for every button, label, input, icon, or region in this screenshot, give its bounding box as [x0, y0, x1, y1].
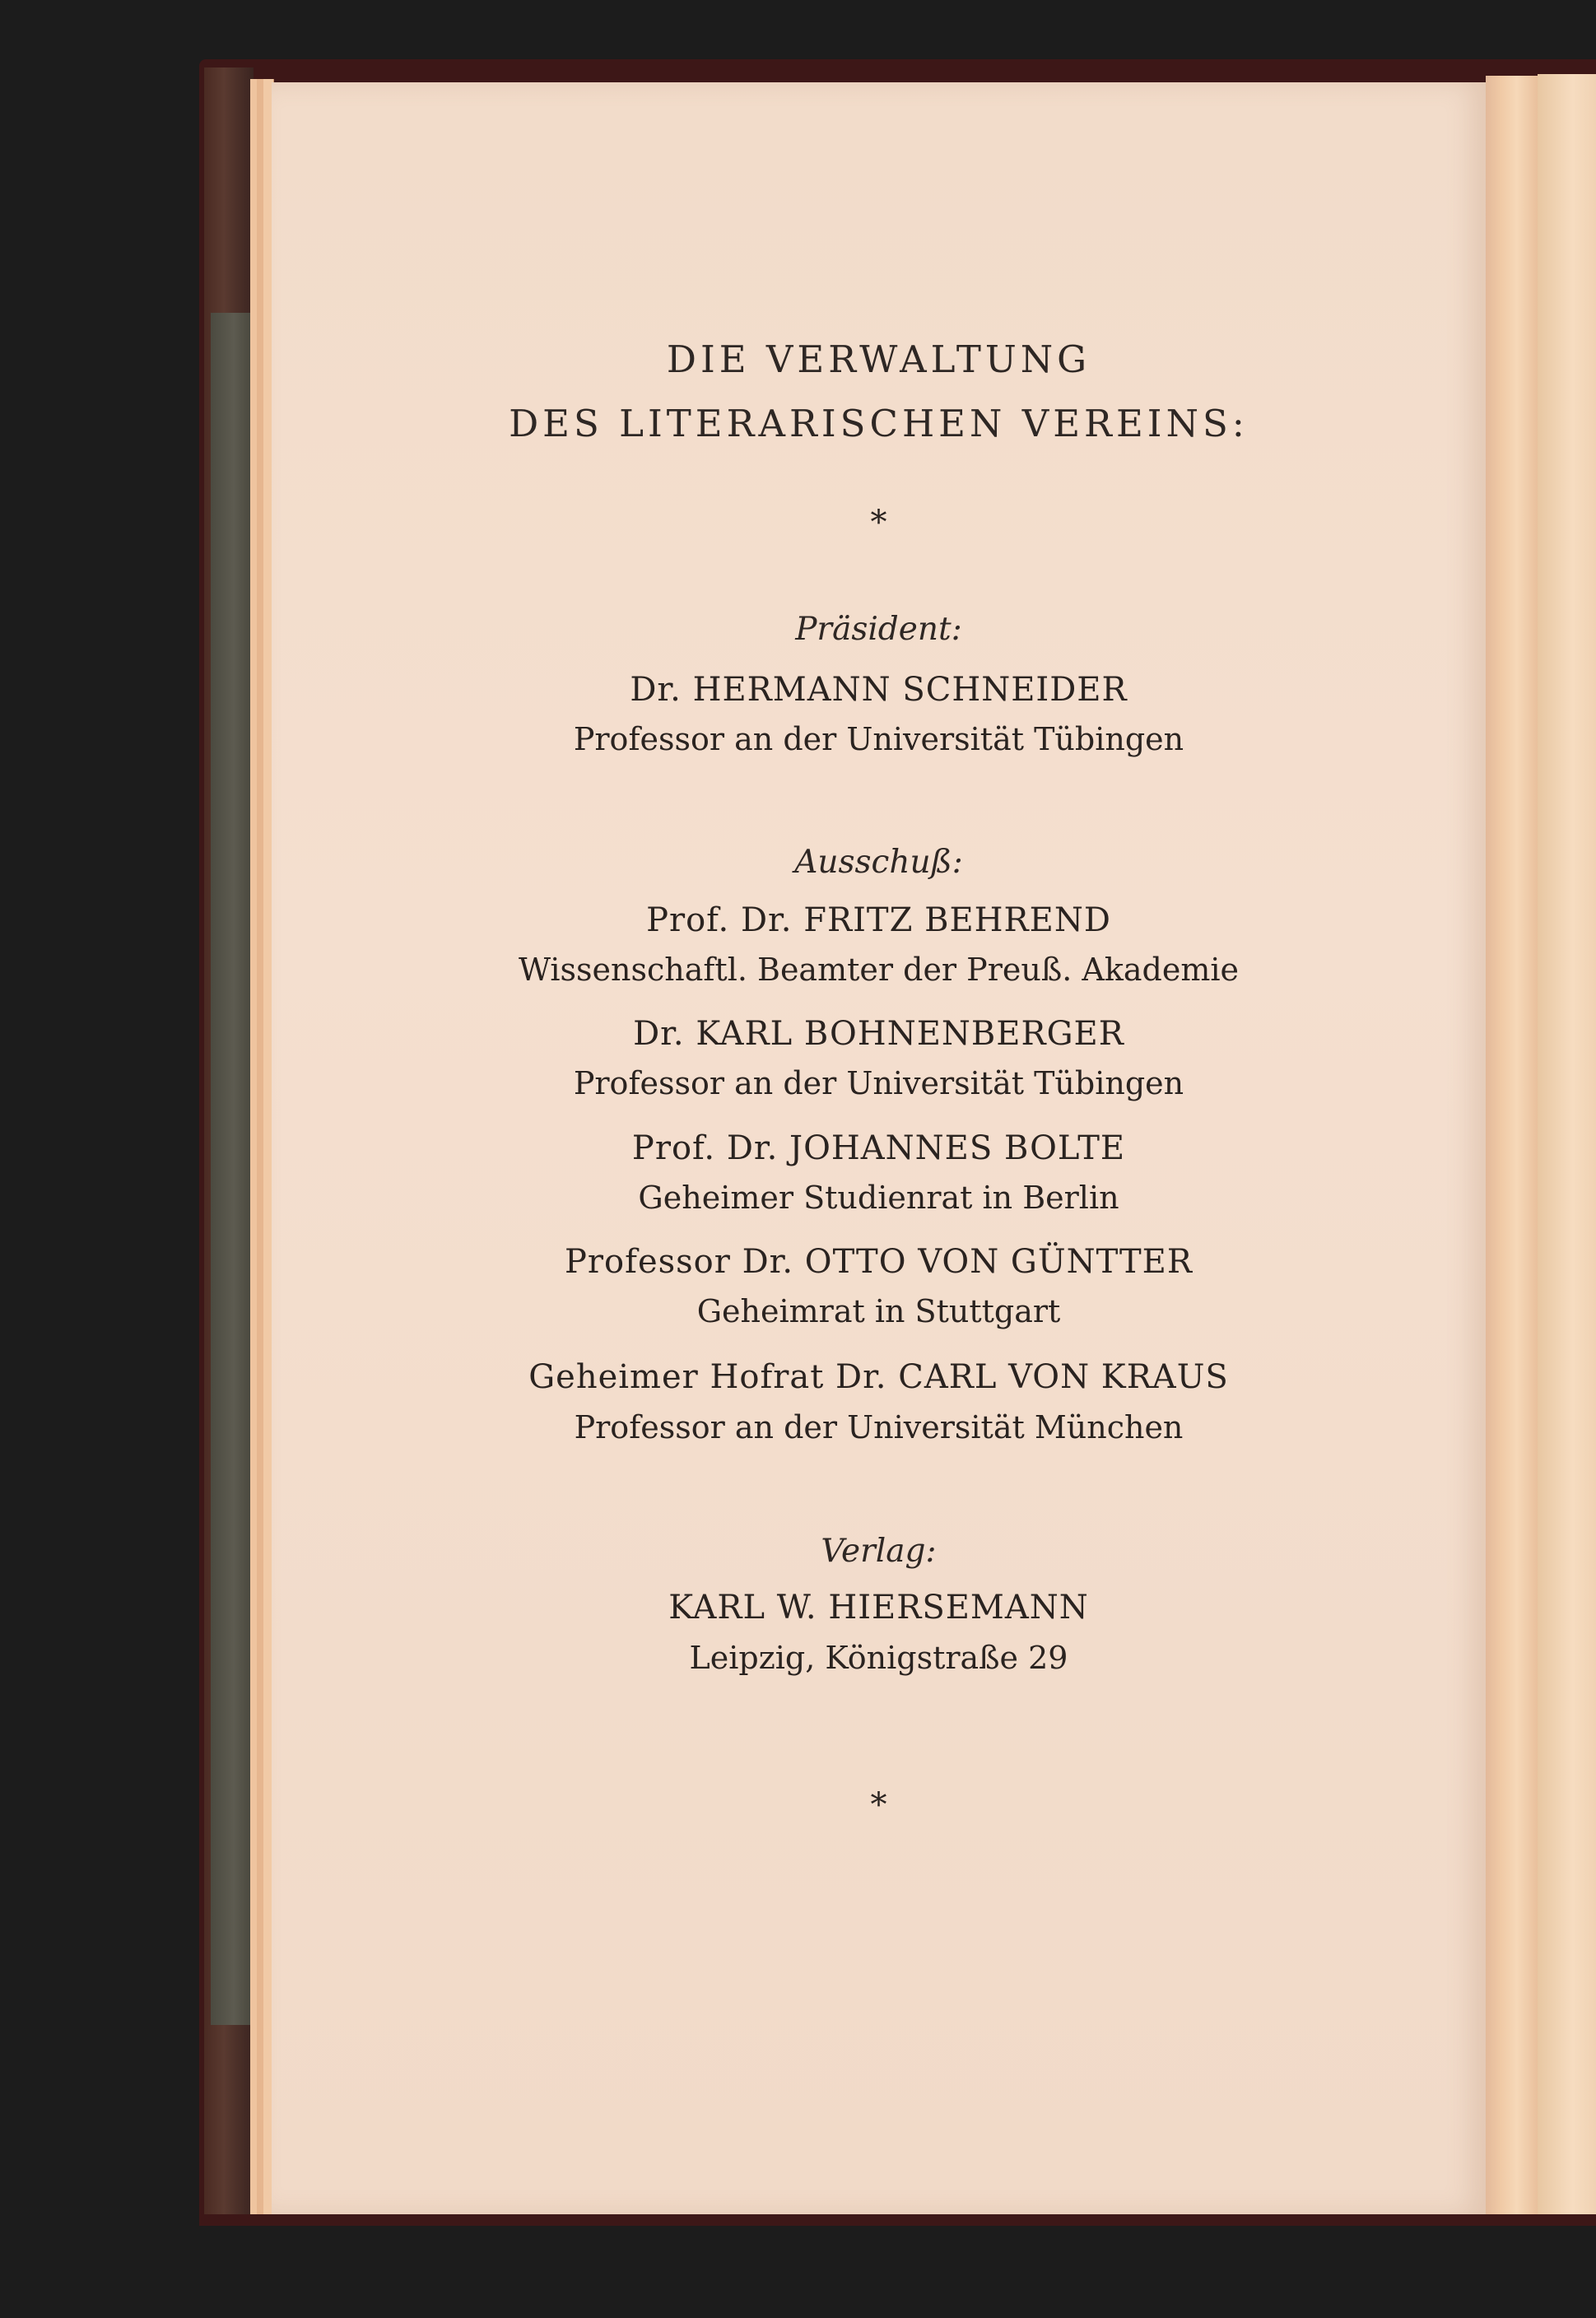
president-label: Präsident: — [795, 611, 962, 648]
heading-line-1: DIE VERWALTUNG — [666, 337, 1091, 381]
publisher-address: Leipzig, Königstraße 29 — [689, 1640, 1068, 1676]
committee-member-role: Professor an der Universität München — [574, 1409, 1184, 1445]
cover-bottom-edge — [199, 2214, 1596, 2226]
president-name: Dr. HERMANN SCHNEIDER — [630, 671, 1128, 709]
ornament-star-bottom: * — [870, 1786, 887, 1824]
committee-member-role: Geheimer Studienrat in Berlin — [638, 1180, 1119, 1216]
ornament-star-top: * — [870, 504, 887, 542]
committee-member-name: Prof. Dr. JOHANNES BOLTE — [631, 1129, 1126, 1167]
committee-member-role: Wissenschaftl. Beamter der Preuß. Akademie — [518, 952, 1240, 988]
committee-member-name: Geheimer Hofrat Dr. CARL VON KRAUS — [528, 1358, 1229, 1396]
heading-line-2: DES LITERARISCHEN VEREINS: — [509, 402, 1249, 445]
facing-page-edge — [1538, 74, 1596, 2224]
committee-member-name: Dr. KARL BOHNENBERGER — [633, 1015, 1124, 1053]
president-role: Professor an der Universität Tübingen — [573, 721, 1184, 757]
book-gutter — [1486, 76, 1538, 2226]
committee-member-name: Professor Dr. OTTO VON GÜNTTER — [565, 1243, 1193, 1281]
publisher-name: KARL W. HIERSEMANN — [668, 1589, 1089, 1627]
committee-member-name: Prof. Dr. FRITZ BEHREND — [646, 901, 1111, 939]
publisher-label: Verlag: — [821, 1533, 937, 1570]
committee-member-role: Professor an der Universität Tübingen — [573, 1065, 1184, 1101]
committee-member-role: Geheimrat in Stuttgart — [696, 1293, 1061, 1329]
committee-label: Ausschuß: — [794, 844, 963, 881]
